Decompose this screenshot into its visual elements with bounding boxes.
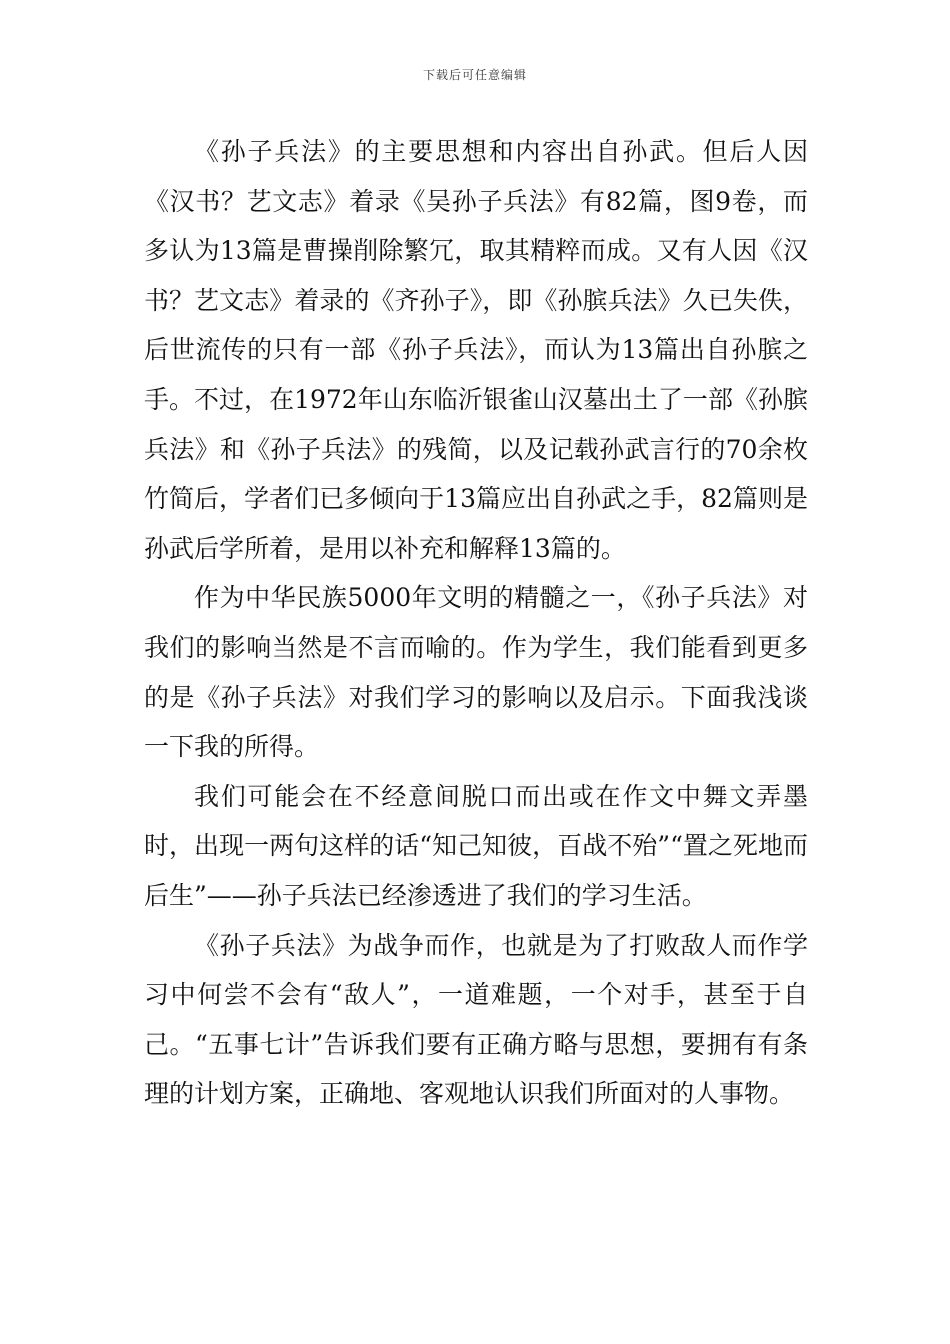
page-header: 下载后可任意编辑 [422, 68, 527, 82]
document-body [144, 127, 808, 1119]
paragraph-3: 我们可能会在不经意间脱口而出或在作文中舞文弄墨时，出现一两句这样的话“知己知彼，百战不殆”“置之死地而后生”——孙子兵法已经渗透进了我们的学习生活。 [144, 781, 808, 910]
paragraph-1: 《孙子兵法》的主要思想和内容出自孙武。但后人因《汉书？艺文志》着录《吴孙子兵法》有82篇，图9卷，而多认为13篇是曹操削除繁冗，取其精粹而成。又有人因《汉书？艺文志》着录的《齐孙子》，即《孙膑兵法》久已失佚，后世流传的只有一部《孙子兵法》，而认为13篇出自孙膑之手。不过，在1972年山东临沂银雀山汉墓出土了一部《孙膑兵法》和《孙子兵法》的残简，以及记载孙武言行的70余枚竹简后，学者们已多倾向于13篇应出自孙武之手，82篇则是孙武后学所着，是用以补充和解释13篇的。 [144, 137, 808, 563]
paragraph-4: 《孙子兵法》为战争而作，也就是为了打败敌人而作学习中何尝不会有“敌人”，一道难题，一个对手，甚至于自己。“五事七计”告诉我们要有正确方略与思想，要拥有有条理的计划方案，正确地、客观地认识我们所面对的人事物。 [144, 930, 808, 1109]
paragraph-2: 作为中华民族5000年文明的精髓之一，《孙子兵法》对我们的影响当然是不言而喻的。作为学生，我们能看到更多的是《孙子兵法》对我们学习的影响以及启示。下面我浅谈一下我的所得。 [144, 583, 808, 762]
